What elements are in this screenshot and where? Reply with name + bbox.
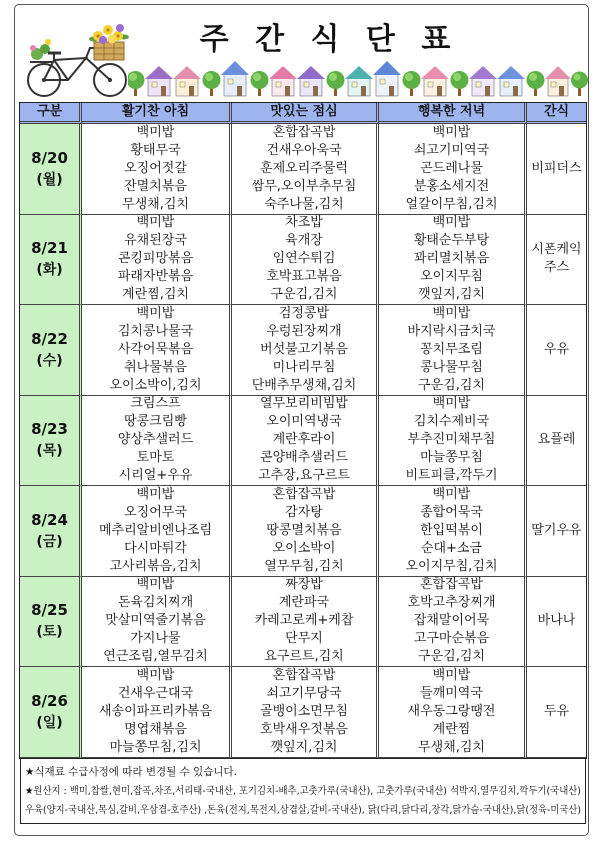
menu-item: 백미밥 bbox=[432, 124, 471, 140]
menu-item: 유채된장국 bbox=[124, 233, 187, 249]
menu-item: 토마토 bbox=[136, 450, 175, 466]
menu-item: 오징어젓갈 bbox=[124, 160, 187, 176]
menu-item: 꽈리멸치볶음 bbox=[413, 251, 490, 267]
menu-item: 연근조림,열무김치 bbox=[103, 649, 208, 665]
menu-item: 비트피클,깍두기 bbox=[405, 468, 498, 484]
menu-item: 콩나물무침 bbox=[420, 359, 483, 375]
menu-item: 백미밥 bbox=[136, 124, 175, 140]
breakfast-cell bbox=[82, 577, 232, 668]
menu-item: 양상추샐러드 bbox=[117, 432, 194, 448]
header-lunch bbox=[232, 103, 379, 124]
house-icon bbox=[497, 66, 525, 96]
weekly-menu-table bbox=[20, 103, 586, 758]
menu-item: 땅콩크림빵 bbox=[124, 414, 187, 430]
date-label: 8/22 bbox=[31, 329, 68, 348]
menu-item: 땅콩멸치볶음 bbox=[266, 522, 342, 538]
menu-item: 오징어무국 bbox=[124, 504, 187, 520]
menu-item: 단무지 bbox=[285, 631, 323, 647]
menu-item: 주스 bbox=[543, 260, 570, 276]
snack-cell bbox=[527, 486, 586, 577]
menu-item: 딸기우유 bbox=[531, 522, 582, 538]
header-label: 간식 bbox=[543, 104, 570, 119]
house-icon bbox=[373, 61, 401, 96]
menu-item: 새우동그랑땡전 bbox=[407, 703, 496, 719]
menu-item: 고추장,요구르트 bbox=[257, 468, 351, 484]
menu-item: 바나나 bbox=[537, 613, 576, 629]
menu-item: 미나리무침 bbox=[272, 359, 336, 375]
menu-item: 백미밥 bbox=[136, 667, 175, 683]
header-breakfast bbox=[82, 103, 232, 124]
date-label: 8/21 bbox=[31, 239, 68, 258]
date-cell bbox=[20, 396, 82, 487]
menu-item: 건새우아욱국 bbox=[266, 142, 342, 158]
weekday-label: (화) bbox=[36, 262, 63, 279]
header-label: 활기찬 아침 bbox=[121, 104, 190, 119]
menu-item: 무생채,김치 bbox=[122, 196, 189, 212]
date-label: 8/23 bbox=[31, 420, 68, 439]
weekday-label: (수) bbox=[36, 352, 63, 369]
menu-item: 깻잎지,김치 bbox=[418, 287, 485, 303]
dinner-cell bbox=[379, 215, 527, 306]
dinner-cell bbox=[379, 486, 527, 577]
menu-item: 짜장밥 bbox=[285, 577, 323, 593]
menu-item: 백미밥 bbox=[136, 577, 175, 593]
snack-cell bbox=[527, 667, 586, 758]
menu-item: 콘양배추샐러드 bbox=[260, 450, 348, 466]
snack-cell bbox=[527, 577, 586, 668]
date-cell bbox=[20, 577, 82, 668]
date-cell bbox=[20, 305, 82, 396]
menu-item: 백미밥 bbox=[432, 486, 471, 502]
header-snack bbox=[527, 103, 586, 124]
menu-item: 새송이파프리카볶음 bbox=[98, 703, 213, 719]
menu-item: 훈제오리주물럭 bbox=[260, 160, 348, 176]
menu-item: 열무보리비빔밥 bbox=[260, 396, 348, 412]
date-label: 8/25 bbox=[31, 601, 68, 620]
menu-item: 차조밥 bbox=[285, 215, 323, 231]
menu-item: 깻잎지,김치 bbox=[270, 739, 338, 755]
menu-item: 백미밥 bbox=[432, 667, 471, 683]
menu-item: 감자탕 bbox=[285, 504, 323, 520]
tree-icon bbox=[451, 71, 469, 96]
menu-item: 백미밥 bbox=[432, 305, 471, 321]
house-icon bbox=[269, 66, 297, 96]
bicycle-flower-basket-icon bbox=[20, 22, 130, 100]
lunch-cell bbox=[232, 396, 379, 487]
header-label: 행복한 저녁 bbox=[417, 104, 486, 119]
breakfast-cell bbox=[82, 396, 232, 487]
menu-item: 검정콩밥 bbox=[278, 305, 330, 321]
menu-item: 오이지무침 bbox=[420, 269, 483, 285]
menu-item: 임연수튀김 bbox=[272, 251, 336, 267]
menu-item: 계란후라이 bbox=[272, 432, 336, 448]
menu-item: 백미밥 bbox=[136, 215, 175, 231]
header-label: 맛있는 점심 bbox=[270, 104, 338, 119]
menu-item: 혼합잡곡밥 bbox=[420, 577, 483, 593]
menu-item: 오이소박이,김치 bbox=[109, 377, 202, 393]
house-icon bbox=[297, 66, 325, 96]
menu-item: 마늘쫑무침,김치 bbox=[109, 739, 202, 755]
tree-icon bbox=[571, 72, 588, 97]
menu-item: 계란찜,김치 bbox=[122, 287, 189, 303]
origin-note-line: ★원산지 : 백미,찹쌀,현미,잡곡,차조,서리태-국내산, 포기김치-배추,고춧가루(국내산), 고춧가루(국내산) 석박지,열무김치,깍두기(국내산) bbox=[25, 786, 581, 797]
header-label: 구분 bbox=[36, 104, 63, 119]
menu-item: 파래자반볶음 bbox=[117, 269, 194, 285]
note-line: ★식재료 수급사정에 따라 변경될 수 있습니다. bbox=[25, 766, 238, 778]
date-cell bbox=[20, 124, 82, 215]
tree-icon bbox=[327, 71, 345, 96]
date-label: 8/24 bbox=[31, 510, 68, 529]
house-icon bbox=[145, 66, 173, 96]
menu-item: 마늘쫑무침 bbox=[420, 450, 483, 466]
menu-item: 오이소박이 bbox=[272, 540, 336, 556]
snack-cell bbox=[527, 396, 586, 487]
breakfast-cell bbox=[82, 215, 232, 306]
snack-cell bbox=[527, 215, 586, 306]
menu-item: 고사리볶음,김치 bbox=[109, 558, 202, 574]
menu-item: 호박표고볶음 bbox=[266, 269, 342, 285]
menu-item: 호박고추장찌개 bbox=[407, 595, 496, 611]
menu-item: 우유 bbox=[543, 341, 570, 357]
breakfast-cell bbox=[82, 305, 232, 396]
menu-item: 김치수제비국 bbox=[413, 414, 490, 430]
menu-item: 버섯불고기볶음 bbox=[260, 341, 348, 357]
header-category bbox=[20, 103, 82, 124]
menu-item: 요구르트,김치 bbox=[264, 649, 344, 665]
lunch-cell bbox=[232, 305, 379, 396]
dinner-cell bbox=[379, 124, 527, 215]
snack-cell bbox=[527, 124, 586, 215]
menu-item: 꽁치무조림 bbox=[420, 341, 483, 357]
menu-item: 백미밥 bbox=[432, 396, 471, 412]
basket-icon bbox=[94, 42, 124, 60]
menu-item: 오이미역냉국 bbox=[266, 414, 342, 430]
menu-item: 계란파국 bbox=[278, 595, 330, 611]
menu-item: 무생채,김치 bbox=[418, 739, 485, 755]
menu-item: 콘킹피망볶음 bbox=[117, 251, 194, 267]
weekday-label: (금) bbox=[36, 533, 63, 550]
menu-item: 요플레 bbox=[537, 432, 576, 448]
dinner-cell bbox=[379, 667, 527, 758]
weekday-label: (토) bbox=[36, 624, 63, 641]
breakfast-cell bbox=[82, 486, 232, 577]
menu-item: 구운김,김치 bbox=[418, 377, 485, 393]
menu-item: 황태무국 bbox=[130, 142, 181, 158]
menu-item: 오이지무침,김치 bbox=[405, 558, 498, 574]
menu-item: 고구마순볶음 bbox=[413, 631, 490, 647]
header-dinner bbox=[379, 103, 527, 124]
page-title: 주 간 식 단 표 bbox=[199, 22, 459, 57]
menu-item: 혼합잡곡밥 bbox=[272, 124, 336, 140]
lunch-cell bbox=[232, 667, 379, 758]
menu-item: 얼갈이무침,김치 bbox=[405, 196, 498, 212]
menu-item: 시폰케익 bbox=[531, 242, 582, 258]
tree-icon bbox=[527, 71, 545, 96]
dinner-cell bbox=[379, 305, 527, 396]
breakfast-cell bbox=[82, 124, 232, 215]
house-icon bbox=[221, 61, 249, 96]
menu-item: 단배추무생채,김치 bbox=[251, 377, 357, 393]
menu-item: 잡채말이어묵 bbox=[413, 613, 490, 629]
menu-item: 육개장 bbox=[285, 233, 323, 249]
weekday-label: (목) bbox=[36, 443, 63, 460]
plant-icon bbox=[30, 39, 52, 62]
menu-item: 크림스프 bbox=[130, 396, 181, 412]
menu-item: 구운김,김치 bbox=[418, 649, 485, 665]
lunch-cell bbox=[232, 486, 379, 577]
menu-item: 쌈무,오이부추무침 bbox=[251, 178, 357, 194]
menu-item: 명엽채볶음 bbox=[124, 721, 187, 737]
menu-item: 우렁된장찌개 bbox=[266, 323, 342, 339]
tree-icon bbox=[403, 71, 421, 96]
date-label: 8/26 bbox=[31, 691, 68, 710]
menu-item: 호박새우젓볶음 bbox=[260, 721, 348, 737]
menu-item: 곤드레나물 bbox=[420, 160, 483, 176]
menu-item: 취나물볶음 bbox=[124, 359, 187, 375]
house-icon bbox=[421, 66, 449, 96]
date-cell bbox=[20, 667, 82, 758]
menu-item: 백미밥 bbox=[136, 486, 175, 502]
menu-item: 사각어묵볶음 bbox=[117, 341, 194, 357]
house-icon bbox=[469, 66, 497, 96]
flowers-icon bbox=[89, 24, 129, 44]
menu-item: 계란찜 bbox=[432, 721, 471, 737]
menu-item: 혼합잡곡밥 bbox=[272, 486, 336, 502]
dinner-cell bbox=[379, 577, 527, 668]
menu-item: 숙주나물,김치 bbox=[264, 196, 344, 212]
menu-item: 한입떡볶이 bbox=[420, 522, 483, 538]
house-icon bbox=[173, 66, 201, 96]
menu-item: 돈육김치찌개 bbox=[117, 595, 194, 611]
menu-item: 쇠고기미역국 bbox=[413, 142, 490, 158]
date-cell bbox=[20, 215, 82, 306]
menu-item: 종합어묵국 bbox=[420, 504, 483, 520]
menu-item: 열무무침,김치 bbox=[264, 558, 344, 574]
menu-item: 들깨미역국 bbox=[420, 685, 483, 701]
menu-item: 두유 bbox=[543, 703, 570, 719]
tree-icon bbox=[128, 71, 145, 96]
menu-item: 구운김,김치 bbox=[270, 287, 338, 303]
menu-item: 맛살미역줄기볶음 bbox=[105, 613, 206, 629]
menu-item: 백미밥 bbox=[136, 305, 175, 321]
menu-item: 카레고로케+케찹 bbox=[254, 613, 354, 629]
menu-item: 시리얼+우유 bbox=[118, 468, 193, 484]
dinner-cell bbox=[379, 396, 527, 487]
menu-item: 김치콩나물국 bbox=[117, 323, 194, 339]
menu-item: 황태순두부탕 bbox=[413, 233, 490, 249]
weekday-label: (월) bbox=[36, 171, 63, 188]
village-houses-trees-icon bbox=[128, 54, 590, 100]
menu-item: 백미밥 bbox=[432, 215, 471, 231]
house-icon bbox=[345, 66, 373, 96]
breakfast-cell bbox=[82, 667, 232, 758]
lunch-cell bbox=[232, 215, 379, 306]
menu-item: 부추진미채무침 bbox=[407, 432, 496, 448]
menu-item: 가지나물 bbox=[130, 631, 181, 647]
lunch-cell bbox=[232, 577, 379, 668]
menu-item: 메추리알비엔나조림 bbox=[98, 522, 213, 538]
menu-item: 골뱅이소면무침 bbox=[260, 703, 348, 719]
tree-icon bbox=[203, 71, 221, 96]
menu-item: 바지락시금치국 bbox=[407, 323, 496, 339]
snack-cell bbox=[527, 305, 586, 396]
notes-box bbox=[20, 758, 586, 824]
menu-item: 비피더스 bbox=[531, 160, 582, 176]
weekday-label: (일) bbox=[36, 714, 63, 731]
menu-item: 건새우근대국 bbox=[117, 685, 194, 701]
menu-item: 쇠고기무당국 bbox=[266, 685, 342, 701]
menu-item: 다시마튀각 bbox=[124, 540, 187, 556]
tree-icon bbox=[251, 71, 269, 96]
lunch-cell bbox=[232, 124, 379, 215]
date-cell bbox=[20, 486, 82, 577]
menu-item: 순대+소금 bbox=[420, 540, 483, 556]
menu-item: 잔멸치볶음 bbox=[124, 178, 187, 194]
date-label: 8/20 bbox=[31, 148, 68, 167]
menu-item: 분홍소세지전 bbox=[413, 178, 490, 194]
menu-item: 혼합잡곡밥 bbox=[272, 667, 336, 683]
house-icon bbox=[545, 66, 571, 96]
origin-note-line: 우육(양지-국내산,목심,갈비,우삼겹-호주산) ,돈육(전지,목전지,삼겹살,갈비-국내산), 닭(다리,닭다리,장각,닭가슴-국내산),닭(정육-미국산) bbox=[25, 805, 582, 816]
